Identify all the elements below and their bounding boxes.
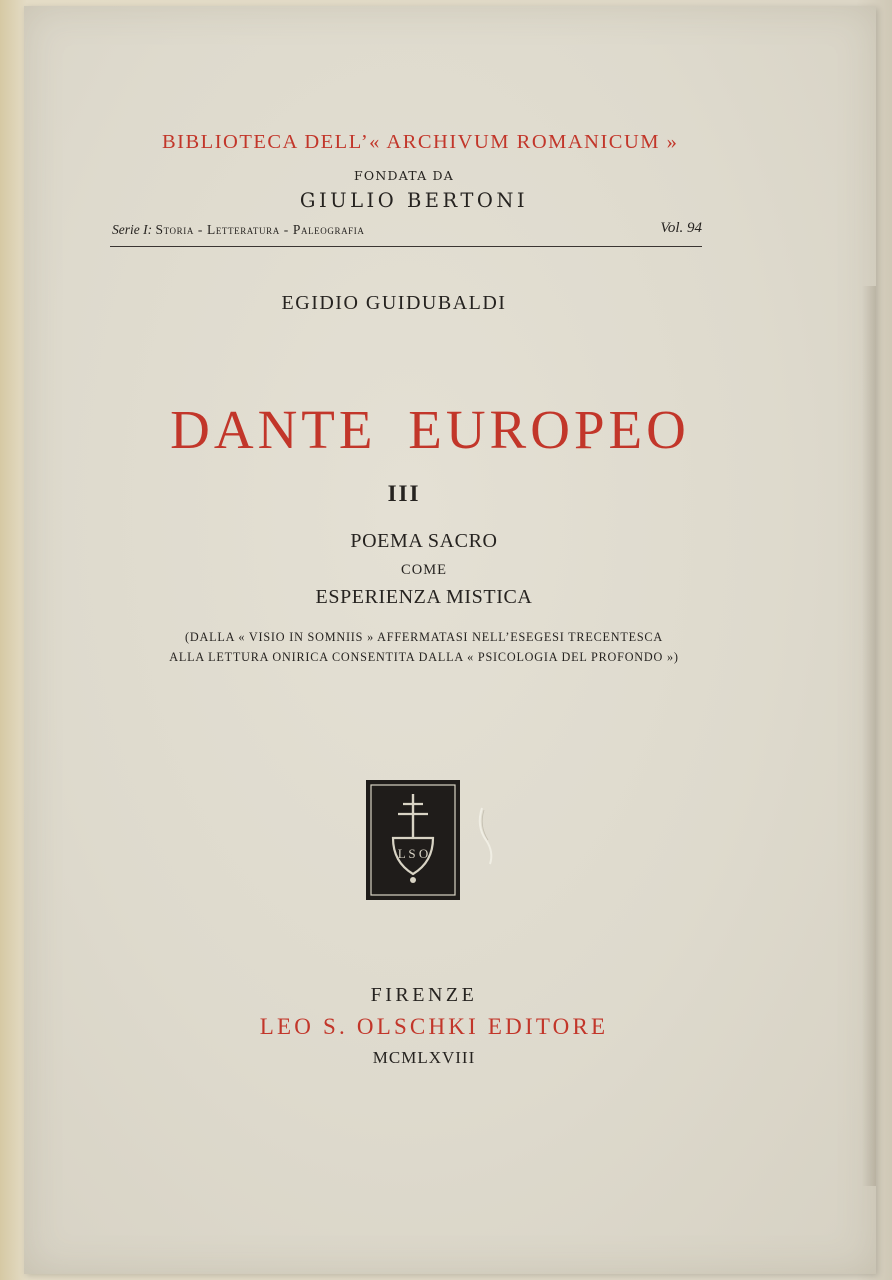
series-title: BIBLIOTECA DELL’« ARCHIVUM ROMANICUM » [162,131,679,153]
publisher-device-icon [366,780,460,900]
subtitle-note-line-2: ALLA LETTURA ONIRICA CONSENTITA DALLA « PSICOLOGIA DEL PROFONDO ») [169,650,679,664]
publisher-name: LEO S. OLSCHKI EDITORE [259,1014,609,1039]
author-name: EGIDIO GUIDUBALDI [281,292,507,314]
series-designation [112,222,364,238]
subtitle-line-1: POEMA SACRO [350,530,498,552]
series-subjects: Storia - Letteratura - Paleografia [155,222,365,237]
series-info-line [112,220,702,242]
imprint-city: FIRENZE [370,984,478,1006]
founded-by-label: FONDATA DA [354,168,454,183]
page-edge-shadow [862,286,876,1186]
subtitle-line-2: COME [401,562,447,578]
publication-year: MCMLXVIII [372,1048,476,1067]
book-title: DANTE EUROPEO [170,399,690,460]
series-prefix: Serie I: [112,222,153,237]
subtitle-line-3: ESPERIENZA MISTICA [315,586,533,608]
book-cover [24,6,876,1274]
paper-crease [472,806,512,866]
volume-number: Vol. 94 [660,220,702,236]
series-founder: GIULIO BERTONI [299,189,529,212]
device-letters: L S O [397,846,429,861]
part-number: III [387,481,421,506]
header-rule [110,246,702,247]
subtitle-note-line-1: (DALLA « VISIO IN SOMNIIS » AFFERMATASI NELL’ESEGESI TRECENTESCA [185,630,663,644]
